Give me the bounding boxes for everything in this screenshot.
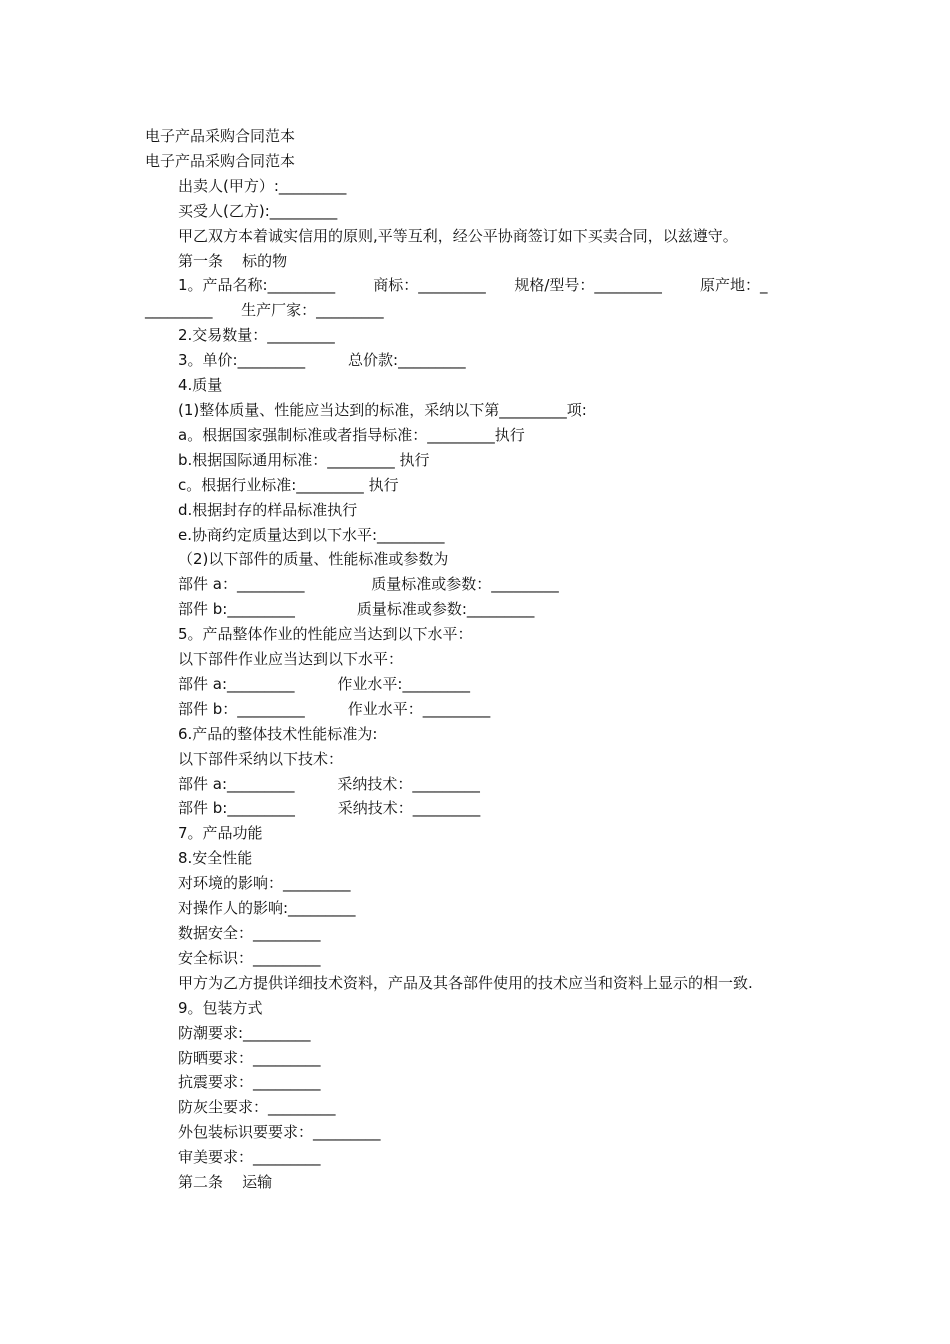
preamble: 甲乙双方本着诚实信用的原则,平等互利，经公平协商签订如下买卖合同，以兹遵守。 [178, 226, 738, 245]
clause-line: 以下部件作业应当达到以下水平： [178, 650, 404, 669]
clause-line: a。根据国家强制标准或者指导标准：_________执行 [178, 425, 525, 444]
clause-line: (1)整体质量、性能应当达到的标准，采纳以下第_________项: [178, 400, 587, 419]
article-heading: 第一条 标的物 [178, 251, 288, 270]
clause-line: 外包装标识要要求：_________ [178, 1123, 381, 1142]
clause-line: 1。产品名称:_________ 商标：_________ 规格/型号：_________ 原产地：_ [178, 276, 768, 295]
clause-line: 防灰尘要求：_________ [178, 1098, 336, 1117]
clause-line: 部件 a:_________ 作业水平:_________ [178, 674, 470, 693]
clause-line: 6.产品的整体技术性能标准为: [178, 724, 378, 743]
clause-line: 对环境的影响：_________ [178, 874, 351, 893]
clause-line: d.根据封存的样品标准执行 [178, 500, 358, 519]
clause-line: b.根据国际通用标准：_________ 执行 [178, 450, 430, 469]
clause-line: 防晒要求：_________ [178, 1048, 321, 1067]
seller-line: 出卖人(甲方）:_________ [178, 176, 347, 195]
clause-line: 以下部件采纳以下技术： [178, 749, 344, 768]
clause-line: 部件 a:_________ 采纳技术：_________ [178, 774, 480, 793]
clause-line: （2)以下部件的质量、性能标准或参数为 [178, 550, 449, 569]
clause-line: 审美要求：_________ [178, 1148, 321, 1167]
clause-line: _________ 生产厂家：_________ [145, 301, 384, 320]
clause-paragraph: 甲方为乙方提供详细技术资料，产品及其各部件使用的技术应当和资料上显示的相一致. [178, 973, 753, 992]
document-title: 电子产品采购合同范本 [145, 127, 296, 145]
clause-line: 8.安全性能 [178, 849, 253, 868]
buyer-line: 买受人(乙方):_________ [178, 201, 338, 220]
clause-line: 2.交易数量：_________ [178, 326, 335, 345]
clause-line: 防潮要求:_________ [178, 1023, 311, 1042]
clause-line: 对操作人的影响:_________ [178, 899, 356, 918]
document-body [145, 124, 815, 1195]
clause-line: 部件 b：_________ 作业水平：_________ [178, 699, 491, 718]
clause-line: 数据安全：_________ [178, 924, 321, 942]
clause-line: 5。产品整体作业的性能应当达到以下水平： [178, 625, 473, 644]
clause-line: 3。单价:_________ 总价款:_________ [178, 351, 466, 370]
clause-line: 安全标识：_________ [178, 948, 321, 967]
clause-line: e.协商约定质量达到以下水平:_________ [178, 525, 445, 544]
clause-line: 部件 b:_________ 采纳技术：_________ [178, 799, 481, 818]
clause-line: 7。产品功能 [178, 824, 263, 843]
clause-line: c。根据行业标准:_________ 执行 [178, 475, 399, 494]
document-subtitle: 电子产品采购合同范本 [145, 151, 296, 170]
clause-line: 抗震要求：_________ [178, 1073, 321, 1092]
clause-line: 部件 b:_________ 质量标准或参数:_________ [178, 600, 535, 619]
clause-line: 部件 a：_________ 质量标准或参数：_________ [178, 575, 559, 594]
clause-line: 4.质量 [178, 376, 223, 395]
clause-line: 9。包装方式 [178, 998, 263, 1017]
article-heading: 第二条 运输 [178, 1173, 273, 1192]
